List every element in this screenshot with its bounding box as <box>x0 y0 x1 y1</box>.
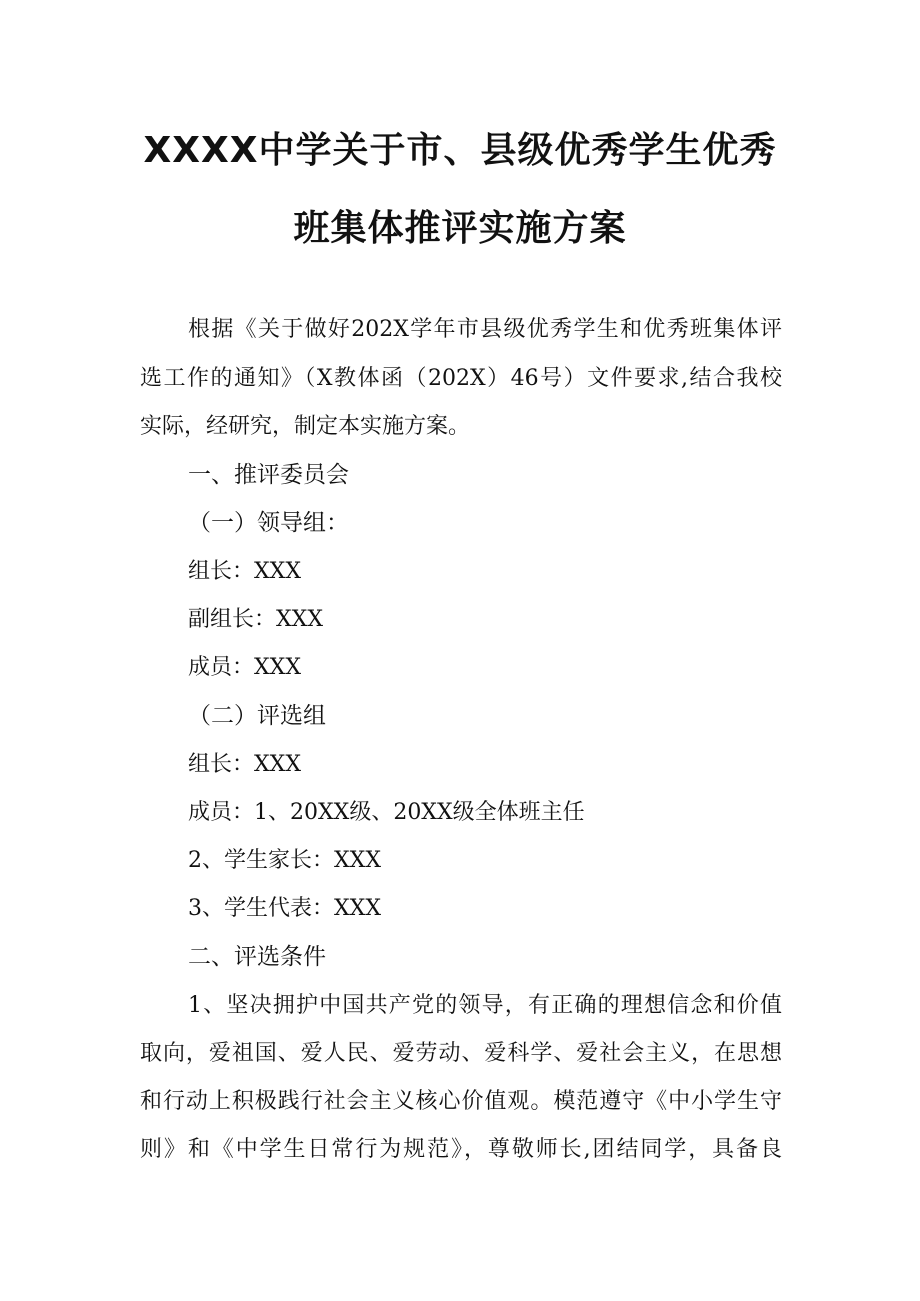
selection-group-leader: 组长：XXX <box>188 752 301 777</box>
selection-group-item-2: 2、学生家长：XXX <box>188 848 381 873</box>
criteria-paragraph-line-1: 1、坚决拥护中国共产党的领导，有正确的理想信念和价值 <box>188 993 782 1018</box>
document-title-line-2: 班集体推评实施方案 <box>293 208 627 249</box>
document-title-line-1: XXXX中学关于市、县级优秀学生优秀 <box>143 130 777 171</box>
criteria-paragraph-line-3: 和行动上积极践行社会主义核心价值观。模范遵守《中小学生守 <box>140 1089 782 1114</box>
leadership-group-heading: （一）领导组： <box>188 510 349 536</box>
criteria-paragraph-line-2: 取向，爱祖国、爱人民、爱劳动、爱科学、爱社会主义，在思想 <box>140 1041 782 1066</box>
leadership-group-members: 成员：XXX <box>188 655 301 680</box>
selection-group-members: 成员：1、20XX级、20XX级全体班主任 <box>188 800 585 825</box>
leadership-group-leader: 组长：XXX <box>188 559 301 584</box>
selection-group-heading: （二）评选组 <box>188 703 326 729</box>
intro-line-2: 选工作的通知》（X教体函（202X）46号）文件要求,结合我校 <box>140 366 782 391</box>
section-2-heading: 二、评选条件 <box>188 944 326 970</box>
leadership-group-deputy: 副组长：XXX <box>188 607 323 632</box>
intro-line-1: 根据《关于做好202X学年市县级优秀学生和优秀班集体评 <box>188 317 782 342</box>
selection-group-item-3: 3、学生代表：XXX <box>188 896 381 921</box>
section-1-heading: 一、推评委员会 <box>188 462 349 488</box>
intro-line-3: 实际，经研究，制定本实施方案。 <box>140 414 471 439</box>
criteria-paragraph-line-4: 则》和《中学生日常行为规范》，尊敬师长,团结同学，具备良 <box>140 1137 782 1162</box>
